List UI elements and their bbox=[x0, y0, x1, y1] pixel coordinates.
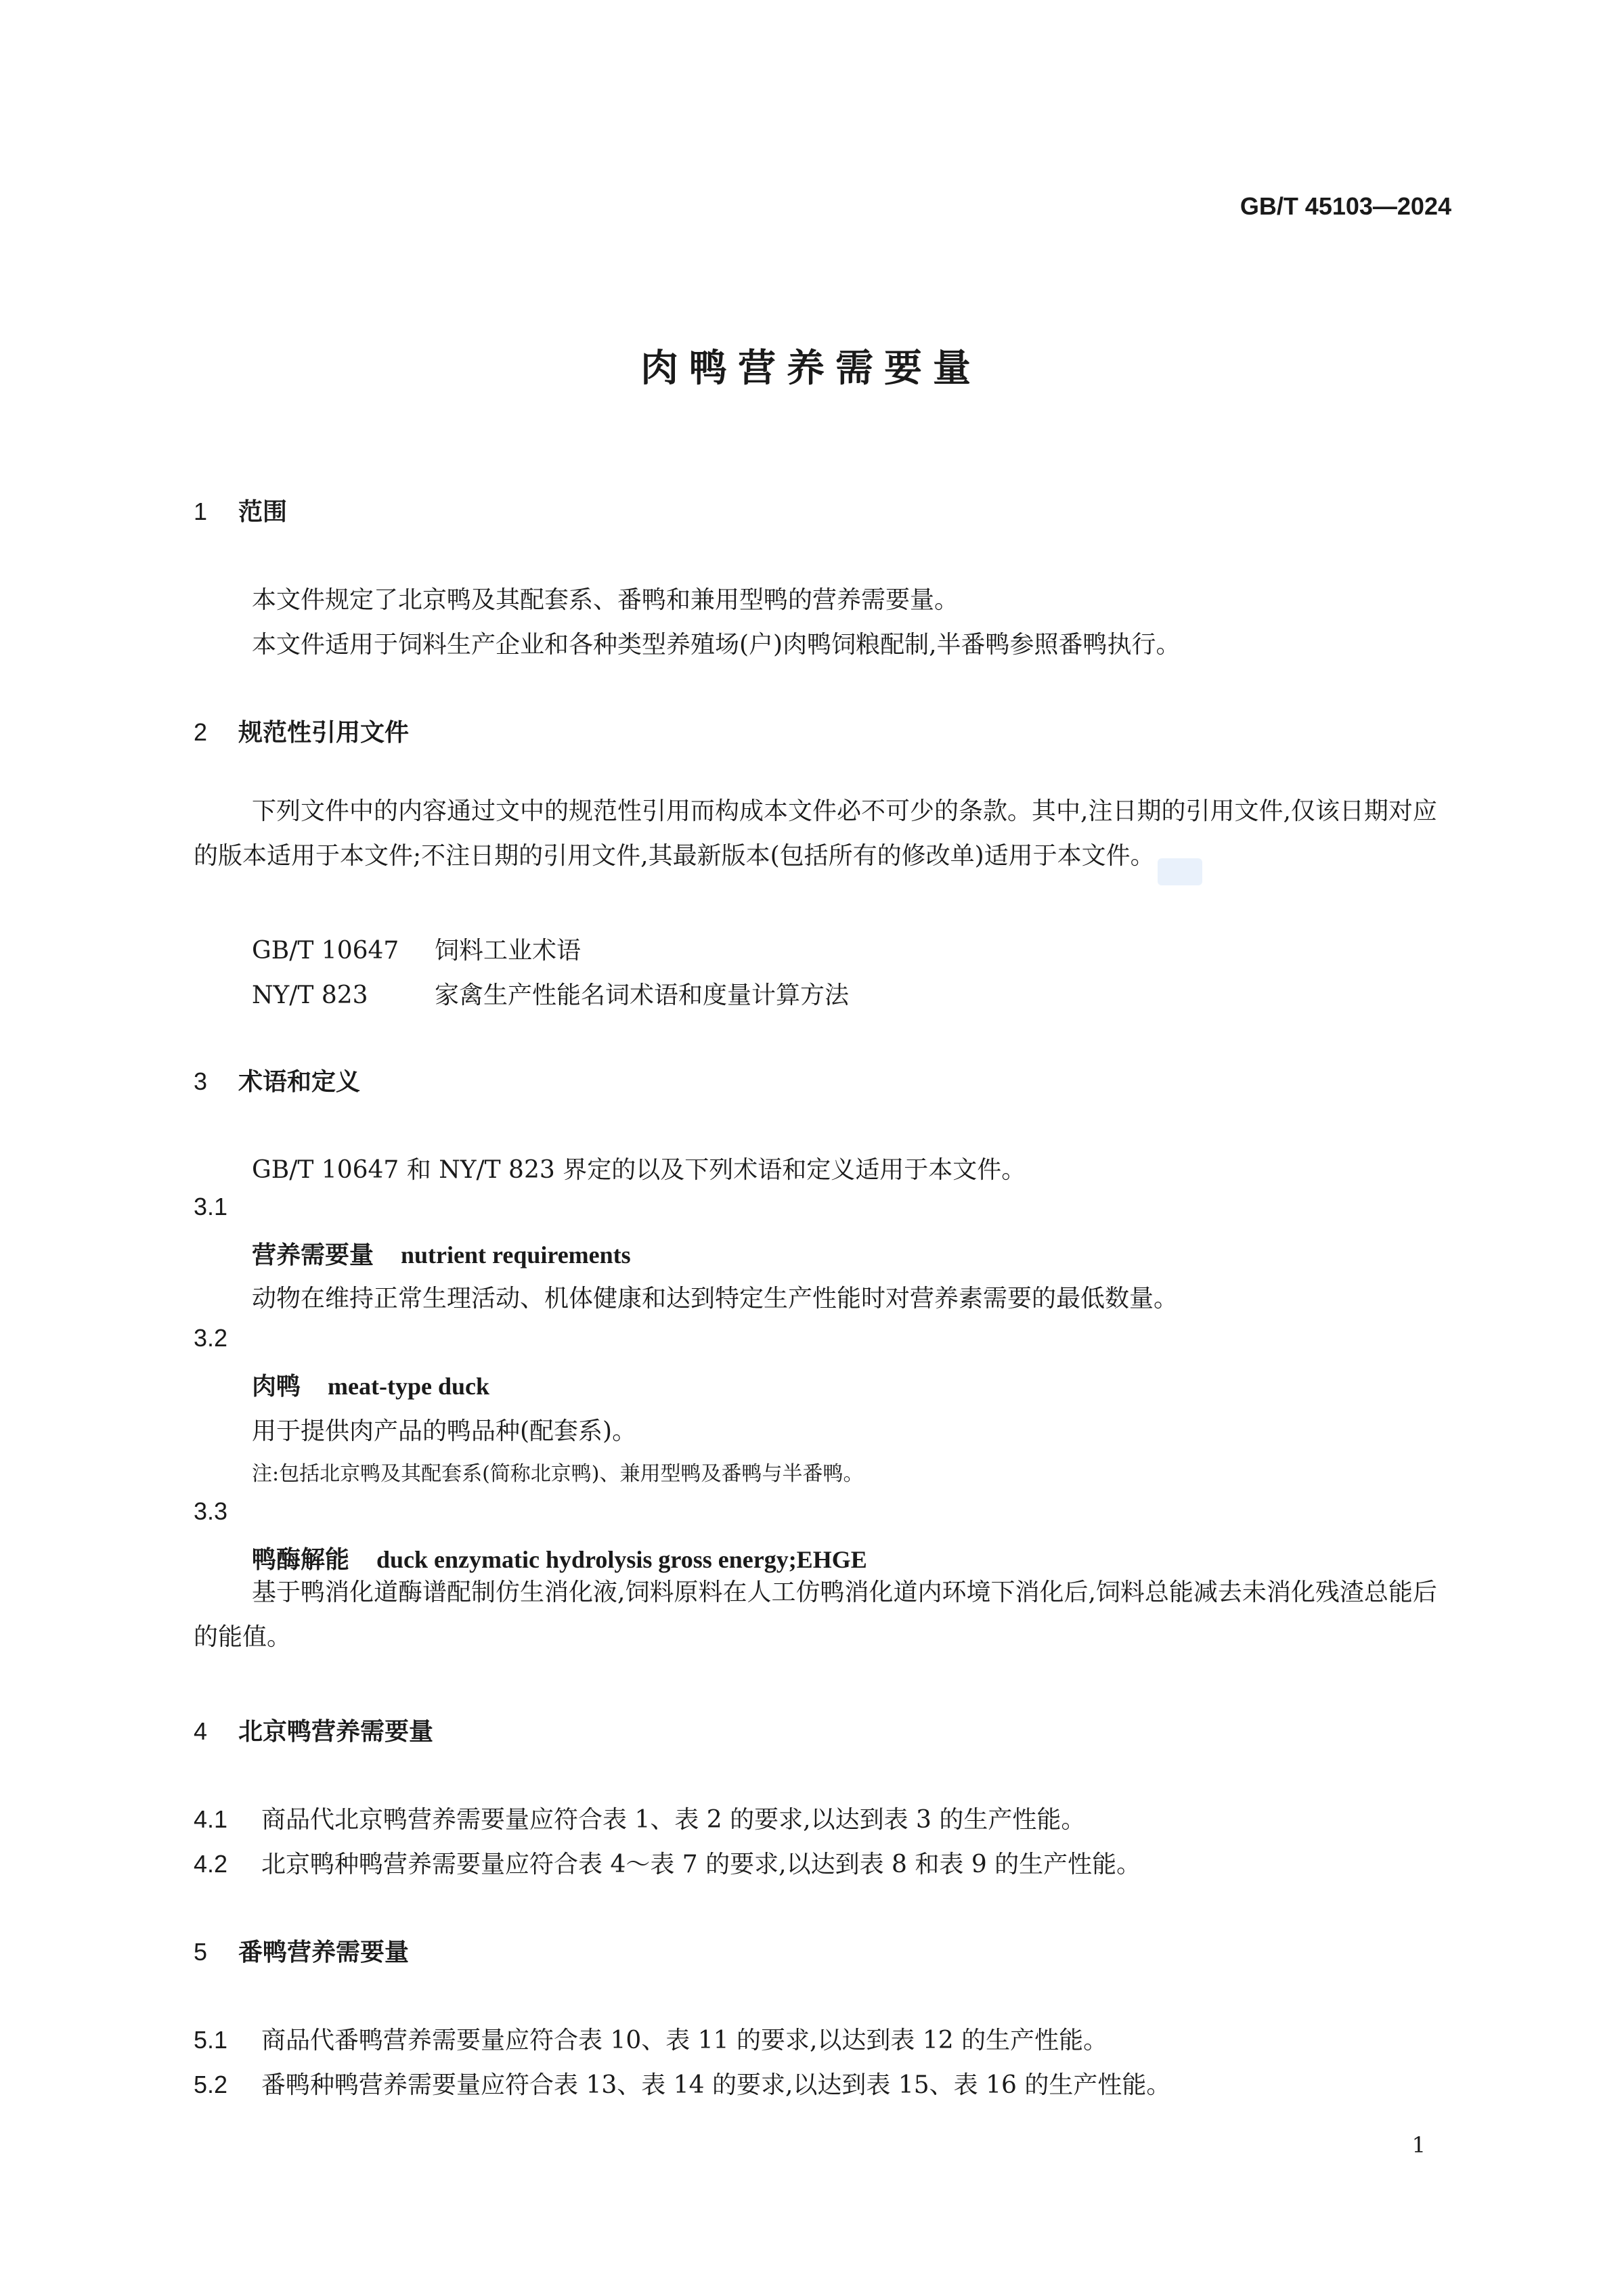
term-heading bbox=[252, 1367, 489, 1402]
standard-number: GB/T 45103—2024 bbox=[1240, 192, 1451, 220]
term-en: meat-type duck bbox=[328, 1373, 489, 1400]
section-title: 范围 bbox=[238, 498, 288, 526]
section-3-heading bbox=[194, 1063, 360, 1097]
section-title: 北京鸭营养需要量 bbox=[238, 1718, 434, 1746]
reference-title: 饲料工业术语 bbox=[435, 937, 582, 965]
scope-paragraph-1: 本文件规定了北京鸭及其配套系、番鸭和兼用型鸭的营养需要量。 bbox=[252, 586, 959, 614]
section-1-heading bbox=[194, 493, 287, 527]
reference-code: GB/T 10647 bbox=[252, 937, 399, 965]
reference-item bbox=[252, 976, 849, 1011]
section-2-heading bbox=[194, 713, 409, 748]
clause-text: 商品代番鸭营养需要量应符合表 10、表 11 的要求,以达到表 12 的生产性能。 bbox=[261, 2027, 1108, 2054]
term-number: 3.3 bbox=[194, 1497, 228, 1525]
term-note: 注:包括北京鸭及其配套系(简称北京鸭)、兼用型鸭及番鸭与半番鸭。 bbox=[252, 1462, 864, 1486]
clause-text: 北京鸭种鸭营养需要量应符合表 4～表 7 的要求,以达到表 8 和表 9 的生产性能。 bbox=[261, 1851, 1141, 1878]
document-title: 肉鸭营养需要量 bbox=[640, 347, 982, 391]
scope-paragraph-2: 本文件适用于饲料生产企业和各种类型养殖场(户)肉鸭饲粮配制,半番鸭参照番鸭执行。 bbox=[252, 631, 1181, 659]
clause bbox=[194, 1845, 1141, 1880]
section-number: 2 bbox=[194, 718, 208, 746]
clause-text: 番鸭种鸭营养需要量应符合表 13、表 14 的要求,以达到表 15、表 16 的生产性能。 bbox=[261, 2071, 1171, 2099]
clause-number: 5.2 bbox=[194, 2071, 228, 2098]
reference-code: NY/T 823 bbox=[252, 981, 368, 1009]
section-title: 规范性引用文件 bbox=[238, 719, 410, 747]
term-zh: 鸭酶解能 bbox=[252, 1546, 350, 1574]
term-en: nutrient requirements bbox=[401, 1241, 631, 1268]
term-en: duck enzymatic hydrolysis gross energy;EHGE bbox=[376, 1546, 867, 1573]
section-5-heading bbox=[194, 1933, 409, 1968]
clause-text: 商品代北京鸭营养需要量应符合表 1、表 2 的要求,以达到表 3 的生产性能。 bbox=[261, 1806, 1086, 1834]
clause-number: 4.1 bbox=[194, 1805, 228, 1833]
reference-title: 家禽生产性能名词术语和度量计算方法 bbox=[435, 981, 850, 1009]
section-number: 1 bbox=[194, 498, 208, 525]
section-number: 4 bbox=[194, 1717, 208, 1745]
clause-number: 5.1 bbox=[194, 2026, 228, 2054]
page-number: 1 bbox=[1411, 2132, 1426, 2158]
term-definition: 基于鸭消化道酶谱配制仿生消化液,饲料原料在人工仿鸭消化道内环境下消化后,饲料总能减去未消化残渣总能后的能值。 bbox=[194, 1578, 1437, 1651]
normative-references-intro: 下列文件中的内容通过文中的规范性引用而构成本文件必不可少的条款。其中,注日期的引用文件,仅该日期对应的版本适用于本文件;不注日期的引用文件,其最新版本(包括所有的修改单)适用于本文件。 bbox=[194, 797, 1437, 870]
term-number: 3.2 bbox=[194, 1324, 228, 1352]
clause bbox=[194, 2066, 1170, 2100]
term-definition: 用于提供肉产品的鸭品种(配套系)。 bbox=[252, 1417, 637, 1445]
clause-number: 4.2 bbox=[194, 1850, 228, 1878]
term-zh: 肉鸭 bbox=[252, 1373, 301, 1400]
watermark-mark bbox=[1158, 858, 1202, 885]
clause bbox=[194, 1801, 1085, 1835]
terms-intro: GB/T 10647 和 NY/T 823 界定的以及下列术语和定义适用于本文件。 bbox=[252, 1156, 1026, 1184]
term-heading bbox=[252, 1236, 631, 1271]
section-number: 3 bbox=[194, 1067, 208, 1095]
section-number: 5 bbox=[194, 1938, 208, 1966]
section-title: 术语和定义 bbox=[238, 1068, 361, 1096]
section-title: 番鸭营养需要量 bbox=[238, 1939, 410, 1966]
clause bbox=[194, 2021, 1108, 2056]
term-definition: 动物在维持正常生理活动、机体健康和达到特定生产性能时对营养素需要的最低数量。 bbox=[252, 1285, 1179, 1312]
term-number: 3.1 bbox=[194, 1193, 228, 1220]
section-4-heading bbox=[194, 1713, 433, 1747]
reference-item bbox=[252, 931, 581, 966]
term-zh: 营养需要量 bbox=[252, 1241, 374, 1269]
